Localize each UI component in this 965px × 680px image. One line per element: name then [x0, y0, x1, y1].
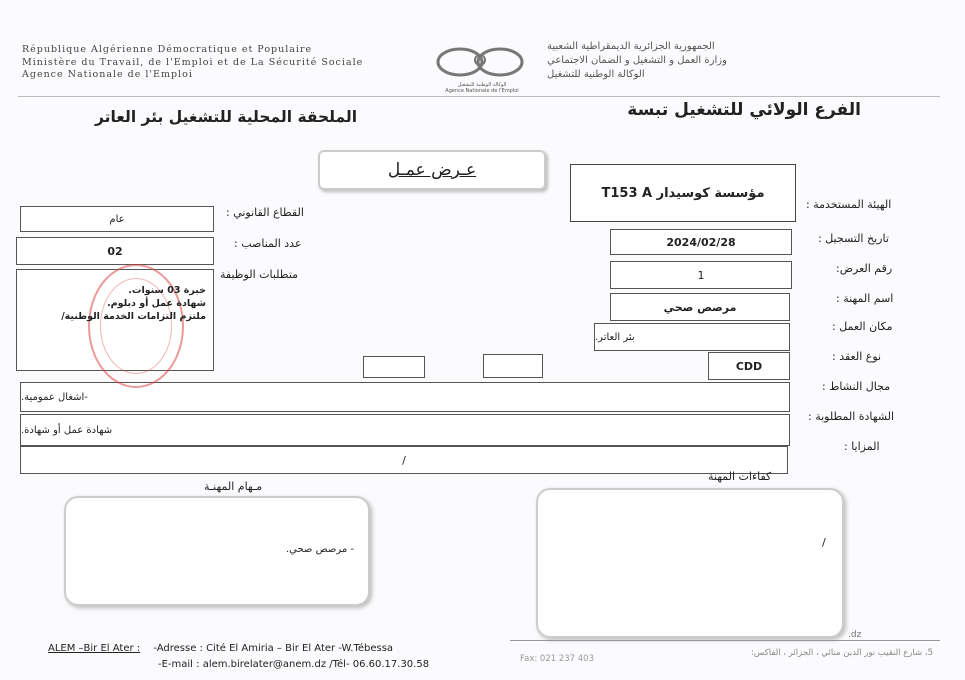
job-name-field: مرصص صحي — [610, 293, 790, 321]
required-cert-field: شهادة عمل أو شهادة. — [20, 414, 790, 446]
logo-caption-ar: الوكالة الوطنية للتشغيل — [457, 82, 507, 88]
offer-number-label: رقم العرض: — [836, 262, 893, 275]
branch-title: الفرع الولائي للتشغيل تبسة — [627, 100, 861, 120]
requirements-list — [20, 284, 206, 323]
header-fr-line-3: Agence Nationale de l'Emploi — [22, 69, 193, 80]
work-place-field: بئر العاتر. — [594, 323, 790, 351]
required-cert-label: الشهادة المطلوبة : — [808, 410, 895, 423]
offer-title: عـرض عمـل — [387, 160, 477, 180]
contract-type-field: CDD — [708, 352, 790, 380]
registration-date-field: 2024/02/28 — [610, 229, 792, 255]
logo-caption — [422, 82, 542, 94]
competencies-text: / — [822, 536, 826, 549]
header-ar-line-1: الجمهورية الجزائرية الديمقراطية الشعبية — [547, 41, 715, 52]
legal-sector-label: القطاع القانوني : — [226, 206, 304, 219]
tasks-text: - مرصص صحي. — [285, 544, 354, 555]
header-french — [22, 44, 402, 82]
header-ar-line-3: الوكالة الوطنية للتشغيل — [547, 69, 645, 80]
empty-box-2 — [363, 356, 425, 378]
positions-count-field: 02 — [16, 237, 214, 265]
employer-field: مؤسسة كوسيدار T153 A — [570, 164, 796, 222]
fax-number: Fax: 021 237 403 — [520, 654, 594, 664]
requirement-item: شهادة عمل أو دبلوم. — [107, 298, 206, 309]
offer-title-box — [318, 150, 546, 190]
footer-domain-fragment: .dz — [848, 630, 862, 640]
positions-count-label: عدد المناصب : — [234, 237, 302, 250]
job-requirements-label: متطلبات الوظيفة — [220, 268, 299, 281]
header-divider — [18, 96, 940, 97]
competencies-label: كفاءات المهنة — [708, 470, 772, 483]
header-ar-line-2: وزارة العمل و التشغيل و الضمان الاجتماعي — [547, 55, 727, 66]
footer-address: -Adresse : Cité El Amiria – Bir El Ater -W.Tébessa — [153, 643, 394, 654]
footer-email: -E-mail : alem.birelater@anem.dz /Tél- 06.60.17.30.58 — [158, 659, 430, 670]
legal-sector-field: عام — [20, 206, 214, 232]
offer-number-field: 1 — [610, 261, 792, 289]
tasks-label: مـهام المهنـة — [204, 480, 263, 493]
benefits-label: المزايا : — [844, 440, 880, 453]
employer-label: الهيئة المستخدمة : — [806, 198, 892, 211]
tasks-panel — [64, 496, 370, 606]
footer-divider — [510, 640, 940, 641]
header-fr-line-2: Ministère du Travail, de l'Emploi et de La Sécurité Sociale — [22, 56, 364, 68]
contract-type-label: نوع العقد : — [832, 350, 882, 363]
activity-field: -اشغال عمومية. — [20, 382, 790, 412]
job-name-label: اسم المهنة : — [836, 292, 894, 305]
benefits-field: / — [20, 446, 788, 474]
work-place-label: مكان العمل : — [832, 320, 893, 333]
logo-caption-fr: Agence Nationale de l'Emploi — [445, 88, 519, 94]
header-arabic — [547, 40, 927, 82]
activity-field-label: مجال النشاط : — [822, 380, 891, 393]
registration-date-label: تاريخ التسجيل : — [818, 232, 889, 245]
local-title: الملحقة المحلية للتشغيل بئر العاتر — [95, 108, 358, 126]
requirement-item: خبرة 03 سنوات. — [128, 285, 206, 296]
footer-contact — [48, 641, 429, 673]
requirement-item: ملتزم التزامات الخدمة الوطنية/ — [61, 311, 206, 322]
hq-address-ar: 5، شارع النقيب نور الدين منائي ، الجزائر ، الفاكس: — [751, 648, 933, 658]
header-fr-line-1: République Algérienne Démocratique et Populaire — [22, 44, 313, 55]
competencies-panel — [536, 488, 844, 638]
empty-box-1 — [483, 354, 543, 378]
footer-agency: ALEM –Bir El Ater : — [48, 643, 141, 654]
